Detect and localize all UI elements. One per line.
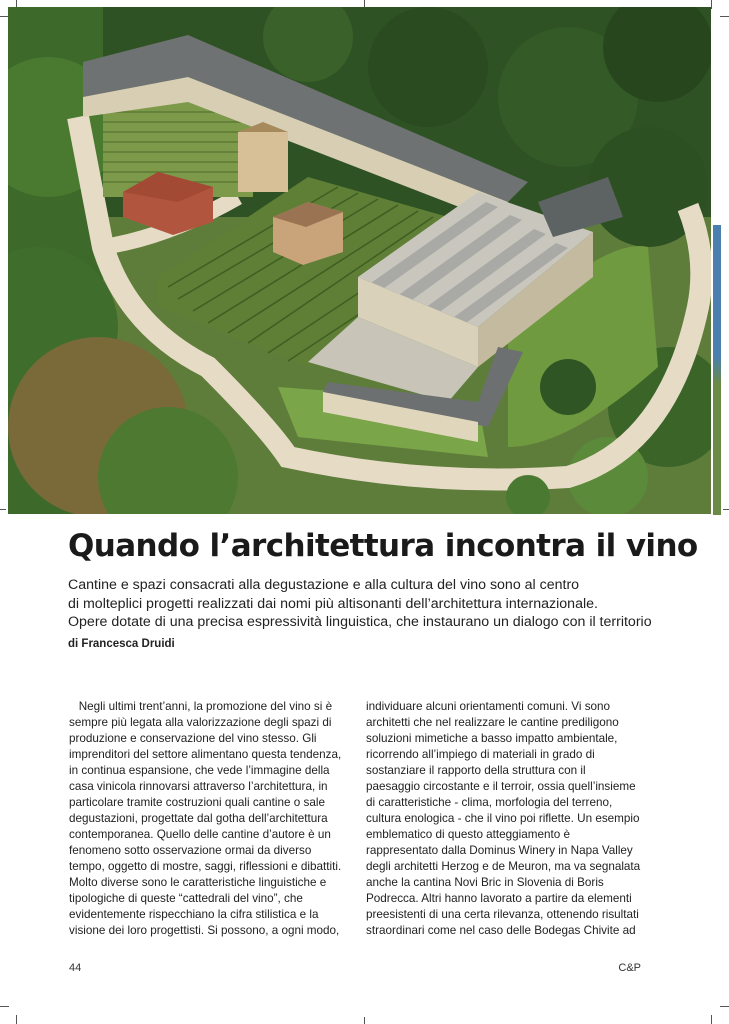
crop-mark bbox=[711, 0, 712, 9]
body-line: imprenditori del settore alimentano questa tendenza, bbox=[69, 748, 342, 761]
body-line: straordinari come nel caso delle Bodegas Chivite ad bbox=[366, 924, 636, 937]
body-line: anche la cantina Novi Bric in Slovenia di Boris bbox=[366, 876, 604, 889]
crop-mark bbox=[16, 1015, 17, 1024]
body-line: casa vinicola rinnovarsi attraverso l’architettura, in bbox=[69, 780, 328, 793]
registration-mark bbox=[364, 0, 365, 7]
winery-aerial-photo bbox=[8, 7, 711, 514]
body-line: paesaggio circostante e il terroir, ossia quell’insieme bbox=[366, 780, 636, 793]
body-line: degli architetti Herzog e de Meuron, ma va segnalata bbox=[366, 860, 641, 873]
body-line: Negli ultimi trent’anni, la promozione del vino si è bbox=[69, 700, 333, 713]
body-line: evidentemente rispecchiano la cifra stilistica e la bbox=[69, 908, 319, 921]
body-line: sempre più legata alla valorizzazione degli spazi di bbox=[69, 716, 332, 729]
subtitle-line: Cantine e spazi consacrati alla degustazione e alla cultura del vino sono al centro bbox=[68, 577, 580, 593]
body-line: soluzioni mimetiche a basso impatto ambientale, bbox=[366, 732, 618, 745]
subtitle-line: Opere dotate di una precisa espressività linguistica, che instaurano un dialogo con il territorio bbox=[68, 614, 652, 630]
crop-mark bbox=[711, 1015, 712, 1024]
body-line: contemporanea. Quello delle cantine d’autore è un bbox=[69, 828, 331, 841]
magazine-brand: C&P bbox=[618, 962, 641, 974]
body-line: architetti che nel realizzare le cantine prediligono bbox=[366, 716, 619, 729]
crop-mark bbox=[720, 16, 729, 17]
crop-mark bbox=[720, 1006, 729, 1007]
registration-mark bbox=[723, 509, 729, 510]
body-line: rappresentato dalla Dominus Winery in Napa Valley bbox=[366, 844, 633, 857]
author-byline: di Francesca Druidi bbox=[68, 638, 175, 650]
body-line: in continua espansione, che vede l’immagine della bbox=[69, 764, 330, 777]
registration-mark bbox=[0, 509, 6, 510]
body-line: visione dei loro progettisti. Si possono, a ogni modo, bbox=[69, 924, 340, 937]
body-line: produzione e conservazione del vino stesso. Gli bbox=[69, 732, 317, 745]
body-line: emblematico di questo atteggiamento è bbox=[366, 828, 571, 841]
body-column-left bbox=[69, 699, 351, 939]
article-subtitle bbox=[68, 576, 668, 632]
body-line: Molto diverse sono le caratteristiche linguistiche e bbox=[69, 876, 327, 889]
body-line: fenomeno sotto osservazione ormai da diverso bbox=[69, 844, 312, 857]
article-title: Quando l’architettura incontra il vino bbox=[68, 528, 698, 564]
registration-mark bbox=[364, 1017, 365, 1024]
body-line: cultura enologica - che il vino poi riflette. Un esempio bbox=[366, 812, 640, 825]
body-line: sostanziare il rapporto della struttura con il bbox=[366, 764, 586, 777]
crop-mark bbox=[0, 1006, 9, 1007]
body-line: di caratteristiche - clima, morfologia del terreno, bbox=[366, 796, 613, 809]
body-line: individuare alcuni orientamenti comuni. Vi sono bbox=[366, 700, 611, 713]
body-line: particolare tramite costruzioni quali cantine o sale bbox=[69, 796, 325, 809]
body-line: tipologiche di queste “cattedrali del vino”, che bbox=[69, 892, 303, 905]
adjacent-page-edge bbox=[713, 225, 721, 515]
body-line: Podrecca. Altri hanno lavorato a partire da elementi bbox=[366, 892, 632, 905]
body-line: preesistenti di una certa rilevanza, ottenendo risultati bbox=[366, 908, 639, 921]
page-number: 44 bbox=[69, 962, 82, 974]
body-line: ricorrendo all’impiego di materiali in grado di bbox=[366, 748, 595, 761]
body-line: tempo, oggetto di mostre, saggi, riflessioni e dibattiti. bbox=[69, 860, 342, 873]
body-column-right bbox=[366, 699, 648, 939]
body-line: degustazioni, progettate dal gotha dell’architettura bbox=[69, 812, 328, 825]
subtitle-line: di molteplici progetti realizzati dai nomi più altisonanti dell’architettura internazionale. bbox=[68, 595, 598, 612]
